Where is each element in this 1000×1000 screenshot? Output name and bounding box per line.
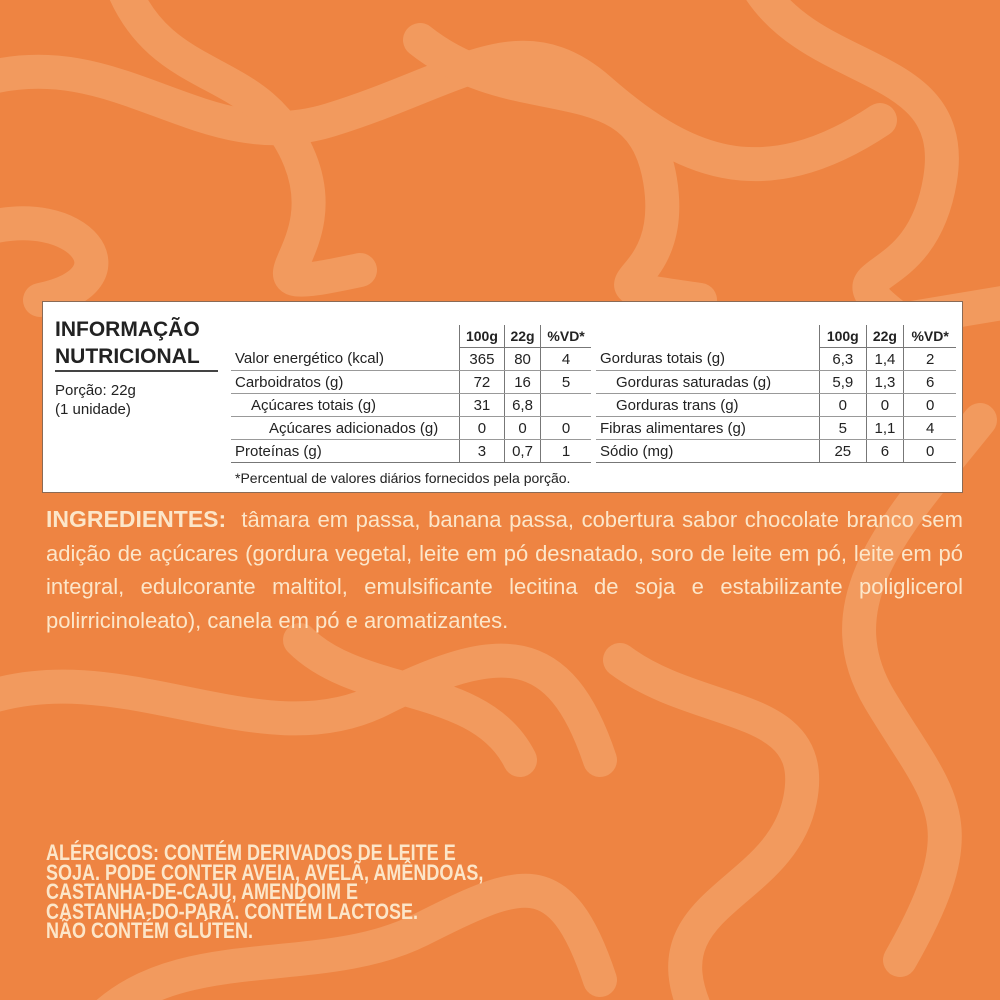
nutrient-label: Gorduras saturadas (g) (596, 371, 820, 394)
nutrient-label: Açúcares totais (g) (231, 394, 460, 417)
value-100g: 0 (460, 417, 505, 440)
allergens-line: CASTANHA-DE-CAJU, AMENDOIM E (46, 879, 358, 904)
title-line-1: INFORMAÇÃO (55, 318, 200, 341)
value-22g: 0 (504, 417, 540, 440)
title-line-2: NUTRICIONAL (55, 345, 200, 368)
table-header (596, 325, 956, 348)
ingredients-label: INGREDIENTES: (46, 506, 227, 532)
nutrition-table-left (231, 325, 591, 463)
value-100g: 31 (460, 394, 505, 417)
table-header (231, 325, 591, 348)
value-22g: 16 (504, 371, 540, 394)
header-spacer (596, 325, 820, 348)
value-vd: 4 (904, 417, 956, 440)
nutrition-table-right (596, 325, 956, 463)
column-header-100g: 100g (460, 325, 505, 348)
value-vd (541, 394, 591, 417)
portion-info (55, 381, 136, 419)
nutrient-label: Gorduras trans (g) (596, 394, 820, 417)
value-100g: 5 (820, 417, 867, 440)
value-22g: 6,8 (504, 394, 540, 417)
value-100g: 25 (820, 440, 867, 463)
table-row (596, 440, 956, 463)
nutrient-label: Fibras alimentares (g) (596, 417, 820, 440)
column-header-100g: 100g (820, 325, 867, 348)
table-row (231, 440, 591, 463)
table-row (596, 348, 956, 371)
allergens-line: NÃO CONTÉM GLÚTEN. (46, 918, 253, 943)
table-row (596, 394, 956, 417)
nutrient-label: Açúcares adicionados (g) (231, 417, 460, 440)
value-100g: 72 (460, 371, 505, 394)
value-vd: 4 (541, 348, 591, 371)
title-divider (55, 370, 218, 372)
nutrient-label: Sódio (mg) (596, 440, 820, 463)
value-22g: 1,4 (866, 348, 904, 371)
value-100g: 365 (460, 348, 505, 371)
value-22g: 0 (866, 394, 904, 417)
table-row (231, 371, 591, 394)
nutrition-facts-panel (42, 301, 963, 493)
nutrient-label: Proteínas (g) (231, 440, 460, 463)
value-100g: 6,3 (820, 348, 867, 371)
ingredients-text (46, 503, 963, 637)
column-header-22g: 22g (866, 325, 904, 348)
table-row (596, 417, 956, 440)
nutrient-label: Valor energético (kcal) (231, 348, 460, 371)
table-row (231, 394, 591, 417)
allergens-line: ALÉRGICOS: CONTÉM DERIVADOS DE LEITE E (46, 840, 456, 865)
nutrition-title (55, 316, 200, 370)
portion-units: (1 unidade) (55, 401, 131, 418)
value-22g: 1,3 (866, 371, 904, 394)
table-row (231, 417, 591, 440)
value-vd: 5 (541, 371, 591, 394)
nutrient-label: Carboidratos (g) (231, 371, 460, 394)
value-vd: 1 (541, 440, 591, 463)
column-header-vd: %VD* (541, 325, 591, 348)
table-row (596, 371, 956, 394)
value-vd: 2 (904, 348, 956, 371)
allergens-text (46, 840, 590, 943)
value-22g: 80 (504, 348, 540, 371)
value-100g: 0 (820, 394, 867, 417)
table-row (231, 348, 591, 371)
header-spacer (231, 325, 460, 348)
value-100g: 3 (460, 440, 505, 463)
value-vd: 0 (904, 440, 956, 463)
allergens-line: SOJA. PODE CONTER AVEIA, AVELÃ, AMÊNDOAS, (46, 859, 484, 885)
value-vd: 0 (541, 417, 591, 440)
column-header-vd: %VD* (904, 325, 956, 348)
ingredients-list: tâmara em passa, banana passa, cobertura sabor chocolate branco sem adição de açúcares (gordura vegetal, leite em pó desnatado, soro de leite em pó, leite em pó integral, edulcorante maltitol, emulsificante lecitina de soja e estabilizante poliglicerol polirricinoleato), canela em pó e aromatizantes. (46, 507, 963, 633)
value-vd: 0 (904, 394, 956, 417)
footnote: *Percentual de valores diários fornecidos pela porção. (235, 470, 571, 486)
portion-size: Porção: 22g (55, 382, 136, 399)
value-100g: 5,9 (820, 371, 867, 394)
value-22g: 1,1 (866, 417, 904, 440)
value-vd: 6 (904, 371, 956, 394)
value-22g: 0,7 (504, 440, 540, 463)
column-header-22g: 22g (504, 325, 540, 348)
nutrient-label: Gorduras totais (g) (596, 348, 820, 371)
allergens-line: CASTANHA-DO-PARÁ. CONTÉM LACTOSE. (46, 898, 418, 924)
value-22g: 6 (866, 440, 904, 463)
